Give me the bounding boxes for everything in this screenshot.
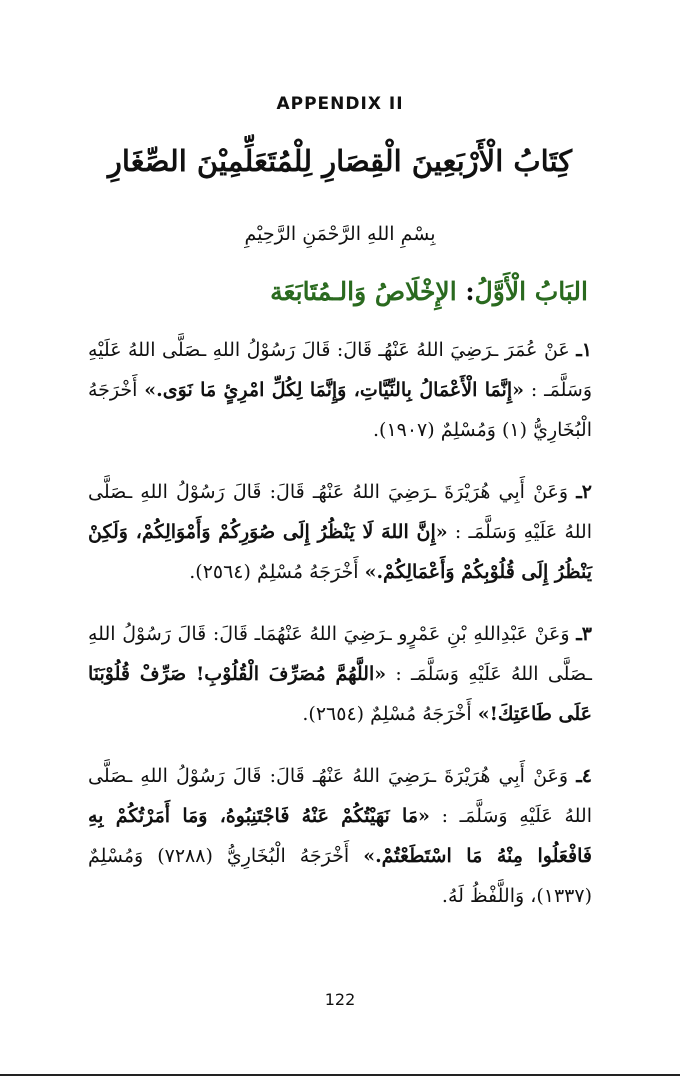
hadith-number: ١ـ bbox=[576, 339, 592, 361]
hadith-intro: عَنْ عُمَرَ ـرَضِيَ اللهُ عَنْهُـ قَالَ: قَالَ رَسُوْلُ اللهِ ـصَلَّى اللهُ عَلَيْهِ وَسَلَّمَـ : bbox=[88, 339, 592, 401]
hadith-number: ٢ـ bbox=[576, 481, 592, 503]
chapter-label: البَابُ الْأَوَّلُ bbox=[474, 277, 588, 306]
hadith-takhrij: أَخْرَجَهُ مُسْلِمٌ (٢٦٥٤). bbox=[302, 703, 472, 725]
hadith-takhrij: أَخْرَجَهُ مُسْلِمٌ (٢٥٦٤). bbox=[189, 561, 359, 583]
hadith-takhrij: أَخْرَجَهُ الْبُخَارِيُّ (٧٢٨٨) وَمُسْلِمٌ (١٣٣٧)، وَاللَّفْظُ لَهُ. bbox=[88, 845, 592, 907]
hadith-number: ٤ـ bbox=[576, 765, 592, 787]
hadith-intro: وَعَنْ أَبِي هُرَيْرَةَ ـرَضِيَ اللهُ عَنْهُـ قَالَ: قَالَ رَسُوْلُ اللهِ ـصَلَّى اللهُ عَلَيْهِ وَسَلَّمَـ : bbox=[88, 481, 592, 543]
appendix-heading: APPENDIX II bbox=[276, 94, 404, 114]
hadith-matn: «إِنَّ اللهَ لَا يَنْظُرُ إِلَى صُوَرِكُمْ وَأَمْوَالِكُمْ، وَلَكِنْ يَنْظُرُ إِلَى قُلُوْبِكُمْ وَأَعْمَالِكُمْ.» bbox=[88, 521, 592, 583]
hadith-matn: «إِنَّمَا الْأَعْمَالُ بِالنِّيَّاتِ، وَإِنَّمَا لِكُلِّ امْرِئٍ مَا نَوَى.» bbox=[144, 379, 524, 401]
hadith-intro: وَعَنْ عَبْدِاللهِ بْنِ عَمْرٍو ـرَضِيَ اللهُ عَنْهُمَاـ قَالَ: قَالَ رَسُوْلُ اللهِ ـصَلَّى اللهُ عَلَيْهِ وَسَلَّمَـ : bbox=[88, 623, 592, 685]
chapter-title: الإِخْلَاصُ وَالـمُتَابَعَة bbox=[270, 277, 457, 306]
hadith-1 bbox=[88, 330, 592, 450]
hadith-intro: وَعَنْ أَبِي هُرَيْرَةَ ـرَضِيَ اللهُ عَنْهُـ قَالَ: قَالَ رَسُوْلُ اللهِ ـصَلَّى اللهُ عَلَيْهِ وَسَلَّمَـ : bbox=[88, 765, 592, 827]
page-number: 122 bbox=[324, 990, 356, 1009]
book-title: كِتَابُ الْأَرْبَعِينَ الْقِصَارِ لِلْمُتَعَلِّمِيْنَ الصِّغَارِ bbox=[107, 144, 573, 178]
basmala: بِسْمِ اللهِ الرَّحْمَنِ الرَّحِيْمِ bbox=[244, 223, 436, 245]
hadith-matn: «مَا نَهَيْتُكُمْ عَنْهُ فَاجْتَنِبُوهُ، وَمَا أَمَرْتُكُمْ بِهِ فَافْعَلُوا مِنْهُ مَا اسْتَطَعْتُمْ.» bbox=[88, 805, 592, 867]
bottom-divider bbox=[0, 1074, 680, 1076]
chapter-separator: : bbox=[465, 277, 475, 306]
hadith-number: ٣ـ bbox=[576, 623, 592, 645]
hadith-2 bbox=[88, 472, 592, 592]
hadith-3 bbox=[88, 614, 592, 734]
hadith-4 bbox=[88, 756, 592, 916]
hadith-takhrij: أَخْرَجَهُ الْبُخَارِيُّ (١) وَمُسْلِمٌ (١٩٠٧). bbox=[88, 379, 592, 441]
chapter-heading bbox=[88, 268, 588, 316]
hadith-matn: «اللَّهُمَّ مُصَرِّفَ الْقُلُوْبِ! صَرِّفْ قُلُوْبَنَا عَلَى طَاعَتِكَ!» bbox=[88, 663, 592, 725]
